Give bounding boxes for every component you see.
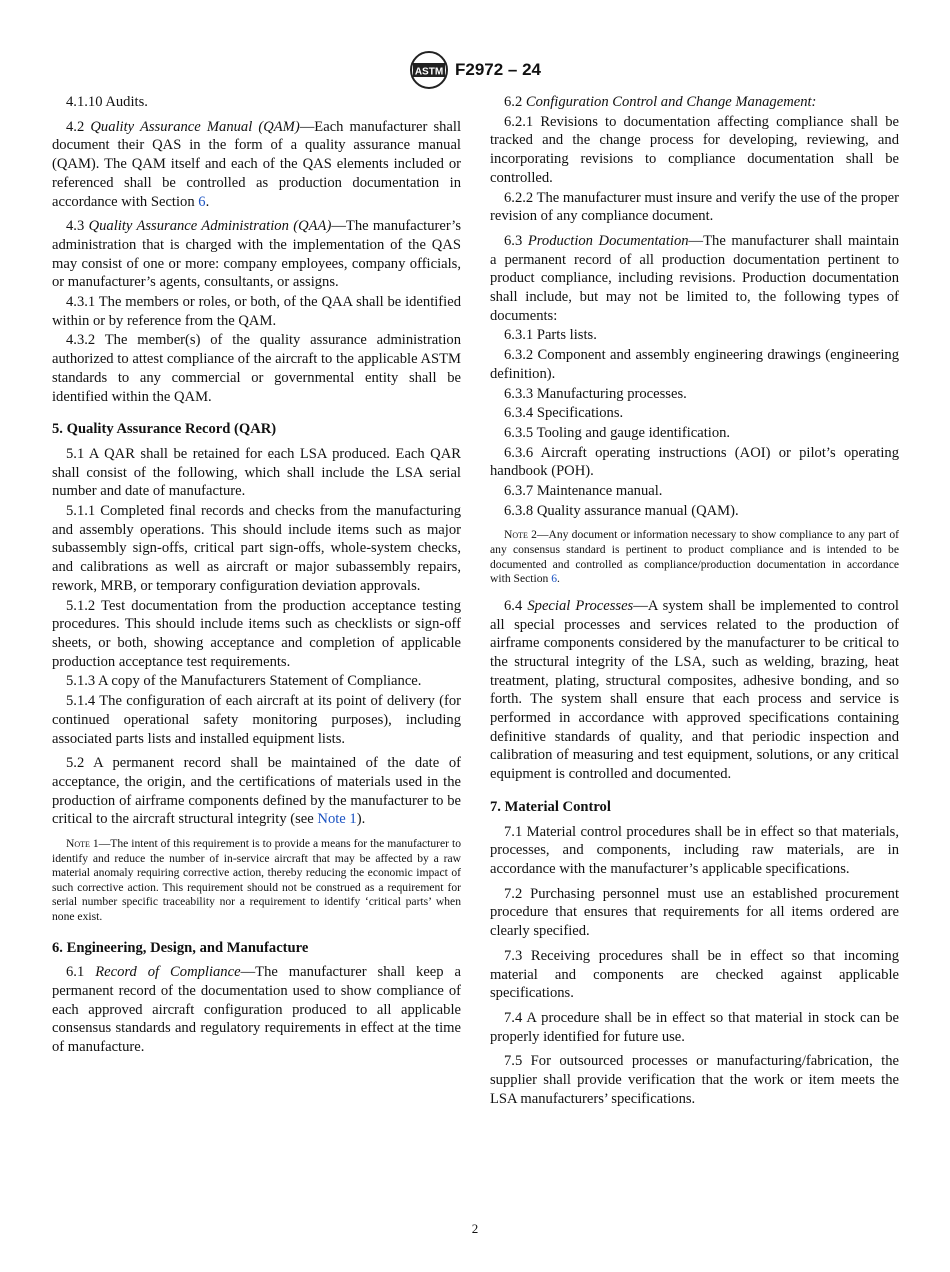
para-5-1-2: 5.1.2 Test documentation from the production acceptance testing procedures. This should include items such as checklists or sign-off sheets, or both, showing acceptance and completion of applicable production acceptance test requirements. [52,597,461,670]
para-6-2-2: 6.2.2 The manufacturer must insure and verify the use of the proper revision of any compliance document. [490,189,899,225]
para-5-1-1: 5.1.1 Completed final records and checks from the manufacturing and assembly operations. This should include items such as major subassembly sign-offs, critical part sign-offs, whole-system checks, and calibrations as well as aircraft or major subassembly repairs, rework, MRB, or temporary configuration deviation approvals. [52,503,461,594]
para-7-5: 7.5 For outsourced processes or manufacturing/fabrication, the supplier shall provide verification that the work or item meets the LSA manufacturers’ specifications. [490,1053,899,1107]
list-item: 6.3.7 Maintenance manual. [504,483,663,500]
left-column [52,93,461,1063]
list-item: 6.3.3 Manufacturing processes. [504,385,687,402]
section-6-heading: 6. Engineering, Design, and Manufacture [52,939,309,956]
para-5-2: 5.2 A permanent record shall be maintained of the date of acceptance, the origin, and the certifications of materials used in the production of airframe components defined by the manufacturer to be critical to the aircraft structural integrity (see Note 1). [52,755,461,828]
page-number: 2 [471,1221,479,1236]
right-column [490,93,899,1114]
astm-logo-icon [409,50,449,90]
para-4-2: 4.2 Quality Assurance Manual (QAM)—Each manufacturer shall document their QAS in the form of a quality assurance manual (QAM). The QAM itself and each of the QAS elements included or referenced shall be controlled as production documentation in accordance with Section 6. [52,118,462,210]
para-7-1: 7.1 Material control procedures shall be in effect so that materials, processes, and components, including raw materials, are in accordance with the manufacturer’s applicable specifications. [490,823,899,877]
note-1-link[interactable]: Note 1 [317,811,357,828]
standard-designation: F2972 – 24 [454,60,541,79]
section-7-heading: 7. Material Control [490,798,611,815]
section-5-heading: 5. Quality Assurance Record (QAR) [52,421,277,438]
section-6-link[interactable]: 6 [551,572,557,586]
list-item: 6.3.4 Specifications. [504,405,624,422]
para-6-1: 6.1 Record of Compliance—The manufacturer shall keep a permanent record of the documentation used to show compliance of each approved aircraft configuration produced to all applicable consensus standards and regulatory requirements in effect at the time of manufacture. [52,964,461,1056]
para-6-3: 6.3 Production Documentation—The manufacturer shall maintain a permanent record of all production documentation pertinent to product compliance, including revisions. Production documentation shall include, but may not be limited to, the following types of documents: [490,232,900,324]
page-header [0,50,950,90]
note-1: Note 1—The intent of this requirement is to provide a means for the manufacturer to identify and reduce the number of in-service aircraft that may be affected by a raw material anomaly requiring corrective action, thereby reducing the economic impact of such corrective action. This requirement should not be construed as a requirement for serial number specific traceability nor a requirement to identify ‘critical parts’ when none exist. [52,837,462,923]
para-4-3-2: 4.3.2 The member(s) of the quality assurance administration authorized to attest compliance of the aircraft to the applicable ASTM standards to any commercial or governmental entity shall be identified within the QAM. [52,332,461,405]
list-item: 6.3.1 Parts lists. [504,327,597,344]
para-4-3-1: 4.3.1 The members or roles, or both, of the QAA shall be identified within or by reference from the QAM. [52,294,461,329]
para-5-1: 5.1 A QAR shall be retained for each LSA produced. Each QAR shall consist of the following, which shall include the LSA serial number and date of manufacture. [52,445,461,500]
note-2: Note 2—Any document or information necessary to show compliance to any part of any consensus standard is pertinent to product compliance and is intended to be documented and controlled as compliance/production documentation in accordance with Section 6. [490,528,899,586]
para-5-1-4: 5.1.4 The configuration of each aircraft at its point of delivery (for continued operational safety monitoring purposes), including associated parts lists and installed equipment lists. [52,693,461,747]
para-5-1-3: 5.1.3 A copy of the Manufacturers Statement of Compliance. [66,673,422,690]
para-7-3: 7.3 Receiving procedures shall be in effect so that incoming material and components are checked against applicable specifications. [490,947,899,1002]
para-4-3: 4.3 Quality Assurance Administration (QAA)—The manufacturer’s administration that is charged with the implementation of the QAS may consist of one or more: company employees, company officials, or manufacturer’s agents, consultants, or assigns. [52,218,461,291]
list-item: 6.3.8 Quality assurance manual (QAM). [504,502,739,519]
svg-text:ASTM: ASTM [414,66,444,78]
list-item: 6.3.5 Tooling and gauge identification. [504,424,731,441]
list-item: 6.3.6 Aircraft operating instructions (AOI) or pilot’s operating handbook (POH). [490,444,899,480]
list-item: 6.3.2 Component and assembly engineering drawings (engineering definition). [490,347,899,382]
para-6-2: 6.2 Configuration Control and Change Management: [504,94,817,110]
para-7-4: 7.4 A procedure shall be in effect so that material in stock can be properly identified for future use. [490,1009,899,1045]
para-6-4: 6.4 Special Processes—A system shall be implemented to control all special processes and services related to the production of airframe components considered by the manufacturer to be critical to the structural integrity of the LSA, such as welding, brazing, heat treatment, plating, structural composites, adhesive bonding, and so forth. The system shall ensure that each process and service is performed in accordance with approved specifications containing definitive standards of quality, and that periodic inspection and calibration of measuring and test equipment, solutions, or any critical equipment is controlled and documented. [490,597,899,783]
para-4-1-10: 4.1.10 Audits. [66,94,148,110]
section-6-link[interactable]: 6 [198,193,206,210]
para-6-2-1: 6.2.1 Revisions to documentation affecting compliance shall be tracked and the change process for developing, reviewing, and incorporating revisions to compliance documentation shall be controlled. [490,113,899,186]
para-7-2: 7.2 Purchasing personnel must use an established procurement procedure that ensures that requirements for all items ordered are clearly specified. [490,885,899,940]
